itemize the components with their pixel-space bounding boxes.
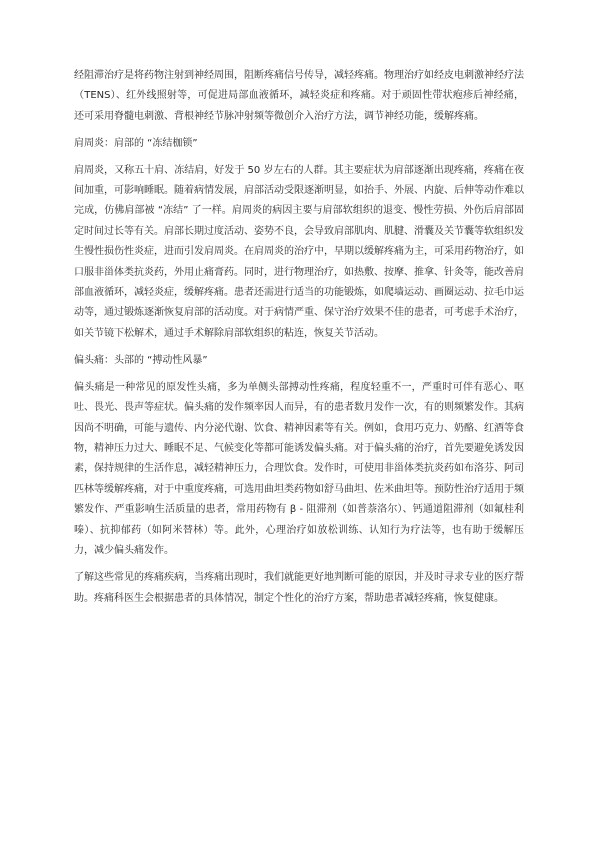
document-page [74, 66, 524, 609]
section-body-migraine: 偏头痛是一种常见的原发性头痛，多为单侧头部搏动性疼痛，程度轻重不一，严重时可伴有恶心、呕吐、畏光、畏声等症状。偏头痛的发作频率因人而异，有的患者数月发作一次，有的则频繁发作。其病因尚不明确，可能与遗传、内分泌代谢、饮食、精神因素等有关。例如，食用巧克力、奶酪、红酒等食物，精神压力过大、睡眠不足、气候变化等都可能诱发偏头痛。对于偏头痛的治疗，首先要避免诱发因素，保持规律的生活作息，减轻精神压力，合理饮食。发作时，可使用非甾体类抗炎药如布洛芬、阿司匹林等缓解疼痛，对于中重度疼痛，可选用曲坦类药物如舒马曲坦、佐米曲坦等。预防性治疗适用于频繁发作、严重影响生活质量的患者，常用药物有 β - 阻滞剂（如普萘洛尔）、钙通道阻滞剂（如氟桂利嗪）、抗抑郁药（如阿米替林）等。此外，心理治疗如放松训练、认知行为疗法等，也有助于缓解压力，减少偏头痛发作。 [74, 381, 524, 556]
section-heading-migraine: 偏头痛：头部的 “搏动性风暴” [74, 355, 208, 367]
section-heading-frozen-shoulder: 肩周炎：肩部的 “冻结枷锁” [74, 138, 198, 150]
closing-paragraph: 了解这些常见的疼痛疾病，当疼痛出现时，我们就能更好地判断可能的原因，并及时寻求专业的医疗帮助。疼痛科医生会根据患者的具体情况，制定个性化的治疗方案，帮助患者减轻疼痛，恢复健康。 [74, 572, 524, 604]
section-body-frozen-shoulder: 肩周炎，又称五十肩、冻结肩，好发于 50 岁左右的人群。其主要症状为肩部逐渐出现疼痛，疼痛在夜间加重，可影响睡眠。随着病情发展，肩部活动受限逐渐明显，如抬手、外展、内旋、后伸等动作难以完成，仿佛肩部被 “冻结” 了一样。肩周炎的病因主要与肩部软组织的退变、慢性劳损、外伤后肩部固定时间过长等有关。肩部长期过度活动、姿势不良，会导致肩部肌肉、肌腱、滑囊及关节囊等软组织发生慢性损伤性炎症，进而引发肩周炎。在肩周炎的治疗中，早期以缓解疼痛为主，可采用药物治疗，如口服非甾体类抗炎药，外用止痛膏药。同时，进行物理治疗，如热敷、按摩、推拿、针灸等，能改善肩部血液循环，减轻炎症，缓解疼痛。患者还需进行适当的功能锻炼，如爬墙运动、画圈运动、拉毛巾运动等，通过锻炼逐渐恢复肩部的活动度。对于病情严重、保守治疗效果不佳的患者，可考虑手术治疗，如关节镜下松解术，通过手术解除肩部软组织的粘连，恢复关节活动。 [74, 164, 524, 339]
intro-paragraph: 经阻滞治疗是将药物注射到神经周围，阻断疼痛信号传导，减轻疼痛。物理治疗如经皮电刺激神经疗法（TENS）、红外线照射等，可促进局部血液循环，减轻炎症和疼痛。对于顽固性带状疱疹后神经痛，还可采用脊髓电刺激、背根神经节脉冲射频等微创介入治疗方法，调节神经功能，缓解疼痛。 [74, 70, 524, 122]
